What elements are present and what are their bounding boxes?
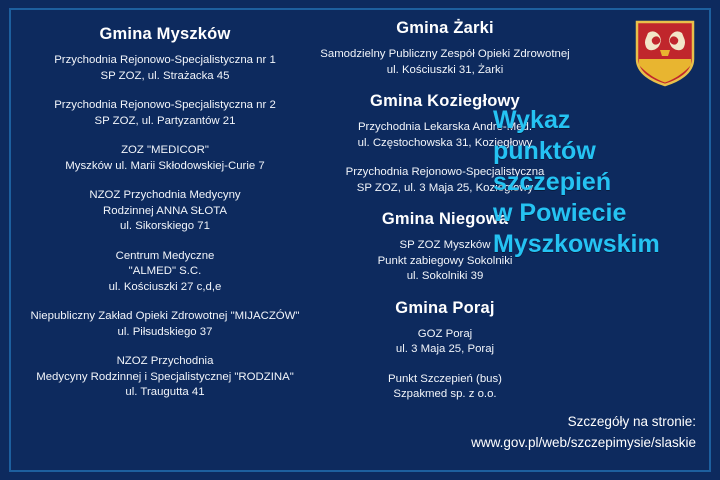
gmina-title: Gmina Poraj bbox=[395, 298, 495, 317]
coat-of-arms-icon bbox=[634, 19, 696, 87]
facility-line: "ALMED" S.C. bbox=[128, 265, 202, 277]
facility-line: ul. Kościuszki 31, Żarki bbox=[386, 63, 504, 76]
headline-line: Wykaz bbox=[493, 106, 571, 134]
facility-line: Przychodnia Rejonowo-Specjalistyczna nr 1 bbox=[54, 54, 276, 66]
facility-line: ul. Sokolniki 39 bbox=[406, 270, 484, 282]
facility-line: ul. Traugutta 41 bbox=[125, 386, 205, 398]
facility-line: Przychodnia Rejonowo-Specjalistyczna nr 2 bbox=[54, 99, 276, 111]
footer-label: Szczegóły na stronie: bbox=[567, 414, 696, 429]
facility-line: Przychodnia Lekarska Andre-Med. bbox=[357, 121, 533, 133]
gmina-title: Gmina Myszków bbox=[99, 25, 231, 43]
facility-entry bbox=[20, 98, 310, 129]
facility-entry bbox=[20, 309, 310, 340]
facility-entry bbox=[20, 143, 310, 174]
facility-entry bbox=[310, 47, 580, 78]
facility-line: Szpakmed sp. z o.o. bbox=[393, 388, 497, 400]
poster-content bbox=[10, 9, 710, 471]
footer-url[interactable]: www.gov.pl/web/szczepimysie/slaskie bbox=[471, 435, 696, 450]
facility-entry bbox=[310, 372, 580, 403]
facility-line: ul. 3 Maja 25, Poraj bbox=[395, 343, 495, 355]
facility-entry bbox=[20, 53, 310, 84]
facility-line: Niepubliczny Zakład Opieki Zdrowotnej "MIJACZÓW" bbox=[30, 310, 300, 322]
gmina-title: Gmina Żarki bbox=[396, 19, 494, 37]
facility-entry bbox=[20, 188, 310, 235]
poster-footer bbox=[396, 411, 696, 453]
facility-entry bbox=[310, 327, 580, 358]
facility-line: Punkt zabiegowy Sokolniki bbox=[377, 254, 513, 267]
facility-line: ul. Częstochowska 31, Koziegłowy bbox=[357, 136, 533, 149]
facility-line: GOZ Poraj bbox=[417, 327, 473, 340]
gmina-block-poraj bbox=[310, 299, 580, 403]
facility-line: Centrum Medyczne bbox=[115, 249, 215, 262]
gmina-title: Gmina Koziegłowy bbox=[370, 92, 520, 110]
headline-text bbox=[493, 105, 698, 260]
facility-line: Rodzinnej ANNA SŁOTA bbox=[103, 204, 227, 217]
gmina-block-myszkow bbox=[20, 25, 310, 401]
facility-line: Punkt Szczepień (bus) bbox=[388, 372, 502, 385]
facility-line: Medycyny Rodzinnej i Specjalistycznej "RODZINA" bbox=[36, 370, 294, 383]
headline-line: punktów bbox=[493, 137, 596, 165]
facility-line: SP ZOZ Myszków bbox=[399, 239, 491, 251]
facility-line: SP ZOZ, ul. Partyzantów 21 bbox=[94, 114, 236, 127]
facility-line: NZOZ Przychodnia bbox=[116, 355, 214, 367]
facility-entry bbox=[20, 354, 310, 401]
poster-headline bbox=[493, 105, 698, 260]
facility-line: SP ZOZ, ul. Strażacka 45 bbox=[100, 69, 230, 82]
facility-entry bbox=[20, 249, 310, 296]
headline-line: Myszkowskim bbox=[493, 230, 660, 258]
facility-line: ul. Sikorskiego 71 bbox=[120, 220, 210, 232]
gmina-block-zarki bbox=[310, 19, 580, 78]
facility-line: ul. Kościuszki 27 c,d,e bbox=[108, 280, 222, 293]
facility-line: NZOZ Przychodnia Medycyny bbox=[89, 189, 241, 201]
gmina-title: Gmina Niegowa bbox=[381, 210, 509, 228]
facility-line: Myszków ul. Marii Skłodowskiej-Curie 7 bbox=[65, 159, 265, 172]
column-left bbox=[20, 19, 310, 415]
facility-line: ZOZ "MEDICOR" bbox=[121, 144, 209, 156]
facility-line: ul. Piłsudskiego 37 bbox=[117, 325, 213, 338]
facility-line: Samodzielny Publiczny Zespół Opieki Zdrowotnej bbox=[320, 48, 570, 60]
facility-line: Przychodnia Rejonowo-Specjalistyczna bbox=[345, 166, 545, 178]
headline-line: w Powiecie bbox=[493, 199, 627, 227]
headline-line: szczepień bbox=[493, 168, 612, 196]
facility-line: SP ZOZ, ul. 3 Maja 25, Koziegłowy bbox=[356, 181, 534, 194]
